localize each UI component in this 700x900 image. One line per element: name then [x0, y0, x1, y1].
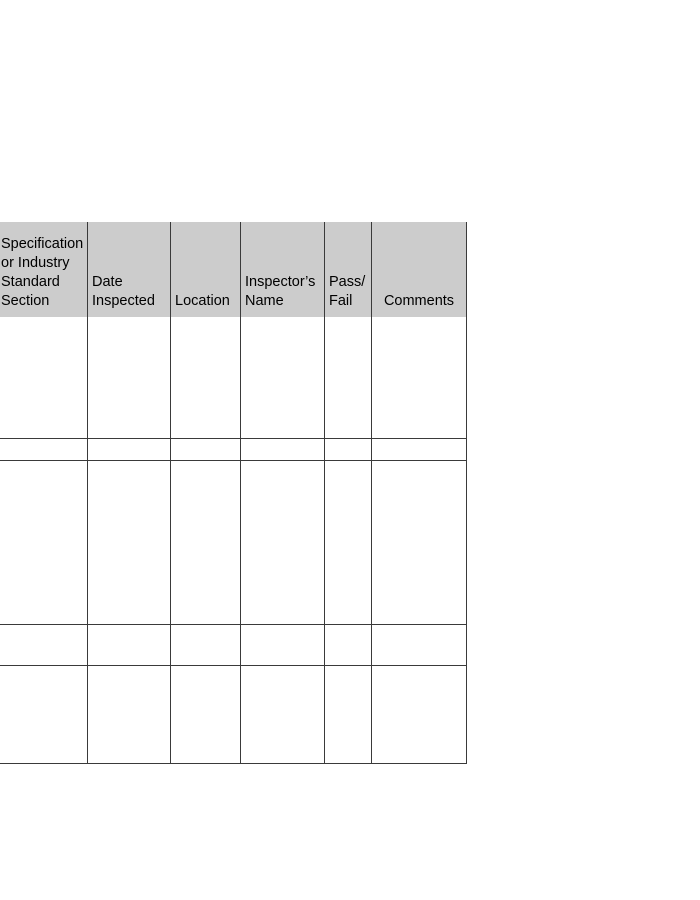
table-row — [0, 439, 467, 461]
header-text-line: Fail — [329, 293, 353, 309]
header-text-line: or Industry — [1, 255, 70, 271]
table-cell[interactable] — [88, 666, 171, 764]
table-cell[interactable] — [372, 666, 467, 764]
header-text-line: Comments — [383, 293, 455, 309]
table-cell[interactable] — [171, 317, 241, 439]
table-cell[interactable] — [171, 625, 241, 666]
table-cell[interactable] — [372, 461, 467, 625]
table-cell[interactable] — [325, 625, 372, 666]
table-cell[interactable] — [325, 666, 372, 764]
header-text-line: Location — [175, 293, 230, 309]
header-text-line: Inspector’s — [245, 274, 316, 290]
table-cell[interactable] — [241, 666, 325, 764]
table-cell[interactable] — [372, 439, 467, 461]
header-text-line: Inspected — [92, 293, 155, 309]
table-cell[interactable] — [241, 625, 325, 666]
table-row — [0, 625, 467, 666]
table-cell[interactable] — [171, 666, 241, 764]
table-cell[interactable] — [88, 461, 171, 625]
header-row — [0, 222, 467, 317]
table-cell[interactable] — [88, 317, 171, 439]
table-cell[interactable] — [372, 625, 467, 666]
header-location — [171, 222, 241, 317]
table-cell[interactable] — [171, 461, 241, 625]
table-row — [0, 317, 467, 439]
table-cell[interactable] — [88, 439, 171, 461]
table-cell[interactable] — [0, 439, 88, 461]
table-cell[interactable] — [325, 439, 372, 461]
table-cell[interactable] — [372, 317, 467, 439]
inspection-log-table — [0, 222, 467, 764]
table-row — [0, 666, 467, 764]
table-cell[interactable] — [88, 625, 171, 666]
table-cell[interactable] — [325, 461, 372, 625]
header-spec-section — [0, 222, 88, 317]
table-cell[interactable] — [0, 461, 88, 625]
table-cell[interactable] — [171, 439, 241, 461]
header-text-line: Specification — [1, 236, 84, 252]
header-text-line: Date — [92, 274, 123, 290]
header-text-line: Pass/ — [329, 274, 366, 290]
table-cell[interactable] — [241, 317, 325, 439]
header-text-line: Section — [1, 293, 50, 309]
inspection-log-table-area — [0, 222, 466, 759]
table-cell[interactable] — [0, 625, 88, 666]
header-text-line: Standard — [1, 274, 60, 290]
table-cell[interactable] — [325, 317, 372, 439]
header-pass-fail — [325, 222, 372, 317]
table-cell[interactable] — [0, 317, 88, 439]
table-cell[interactable] — [241, 439, 325, 461]
table-cell[interactable] — [0, 666, 88, 764]
table-row — [0, 461, 467, 625]
header-comments — [372, 222, 467, 317]
header-date-inspected — [88, 222, 171, 317]
table-cell[interactable] — [241, 461, 325, 625]
header-inspector-name — [241, 222, 325, 317]
header-text-line: Name — [245, 293, 284, 309]
